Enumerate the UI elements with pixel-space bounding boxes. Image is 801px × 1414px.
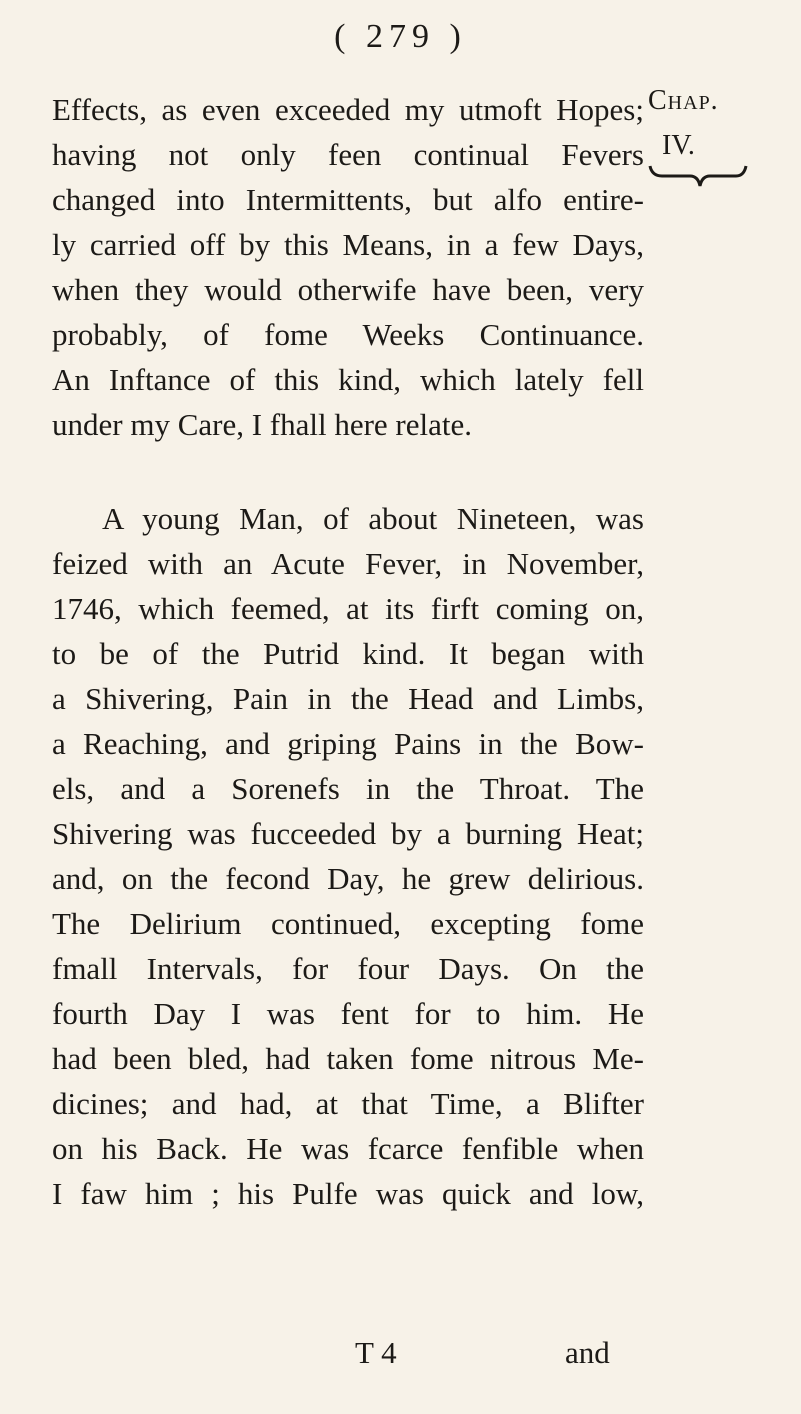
text-line: probably, of fome Weeks Continuance. <box>52 317 644 352</box>
text-line: A young Man, of about Nineteen, was <box>102 501 644 536</box>
text-line: fmall Intervals, for four Days. On the <box>52 951 644 986</box>
text-line: on his Back. He was fcarce fenfible when <box>52 1131 644 1166</box>
text-line: had been bled, had taken fome nitrous Me- <box>52 1041 644 1076</box>
text-line: The Delirium continued, excepting fome <box>52 906 644 941</box>
text-line: having not only feen continual Fevers <box>52 137 644 172</box>
text-line: when they would otherwife have been, very <box>52 272 644 307</box>
text-line: under my Care, I fhall here relate. <box>52 407 473 442</box>
brace-ornament <box>648 162 748 190</box>
chapter-number: IV. <box>662 130 695 161</box>
text-line: An Inftance of this kind, which lately fell <box>52 362 644 397</box>
text-line: I faw him ; his Pulfe was quick and low, <box>52 1176 644 1211</box>
text-line: a Shivering, Pain in the Head and Limbs, <box>52 681 644 716</box>
text-line: Shivering was fucceeded by a burning Heat; <box>52 816 644 851</box>
text-line: Effects, as even exceeded my utmoft Hopes; <box>52 92 644 127</box>
text-line: ly carried off by this Means, in a few Days, <box>52 227 644 262</box>
text-line: and, on the fecond Day, he grew delirious. <box>52 861 644 896</box>
catchword: and <box>565 1335 610 1370</box>
signature-mark: T 4 <box>355 1335 397 1370</box>
text-line: changed into Intermittents, but alfo entire- <box>52 182 644 217</box>
text-line: 1746, which feemed, at its firft coming on, <box>52 591 644 626</box>
text-line: feized with an Acute Fever, in November, <box>52 546 644 581</box>
text-line: a Reaching, and griping Pains in the Bow- <box>52 726 644 761</box>
text-line: dicines; and had, at that Time, a Blifter <box>52 1086 644 1121</box>
chapter-label: Chap. <box>648 85 719 116</box>
text-line: fourth Day I was fent for to him. He <box>52 996 644 1031</box>
page-number: ( 279 ) <box>334 18 467 55</box>
text-line: to be of the Putrid kind. It began with <box>52 636 644 671</box>
text-line: els, and a Sorenefs in the Throat. The <box>52 771 644 806</box>
